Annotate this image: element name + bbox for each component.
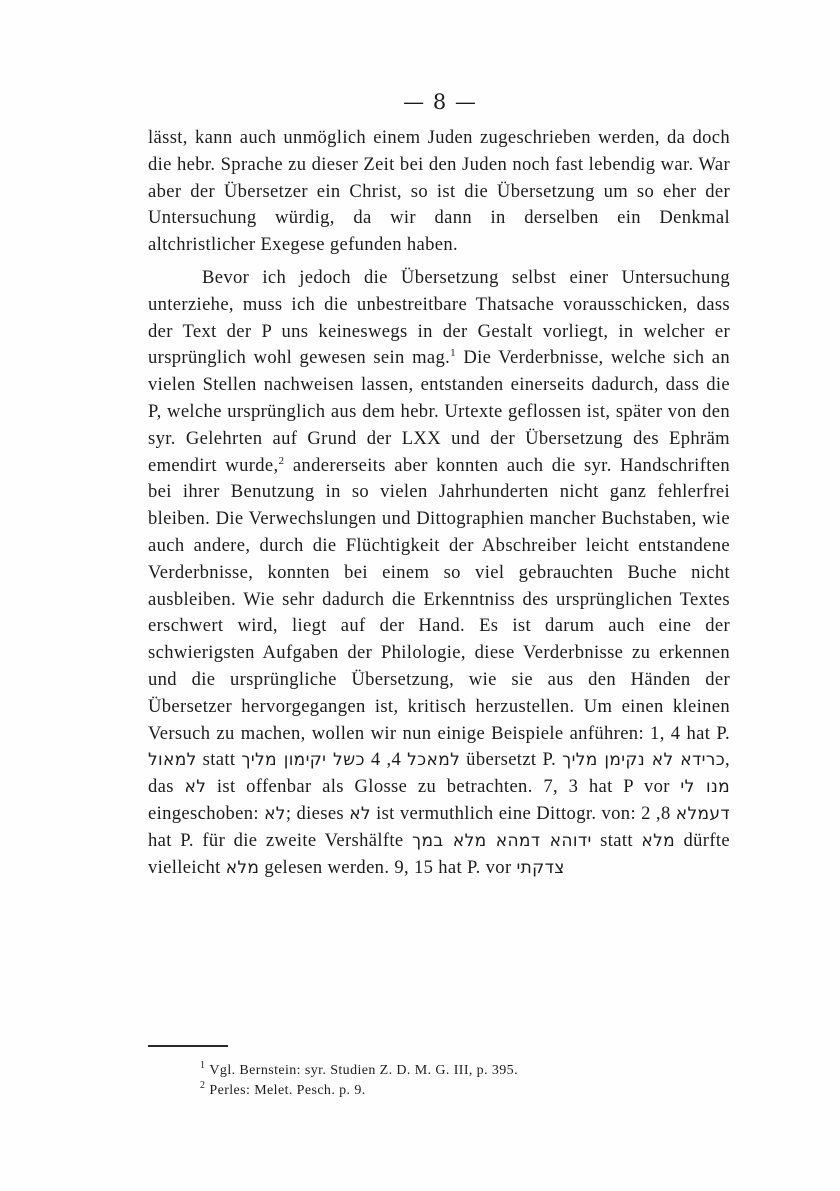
text-segment: 4, 4 [370, 749, 402, 771]
hebrew-word: צדקתי [516, 857, 565, 878]
hebrew-word: למאכל [407, 750, 461, 771]
text-segment: statt [600, 829, 633, 851]
paragraph-2 [148, 265, 730, 881]
text-segment: ; dieses [285, 802, 345, 824]
body-text [148, 125, 730, 881]
paragraph-1: lässt, kann auch unmöglich einem Juden zugeschrieben werden, da doch die hebr. Sprache zu dieser Zeit bei den Juden noch fast lebendig war. War aber der Übersetzer ein Christ, so ist die Übersetzung um so eher der Untersuchung würdig, da wir dann in derselben ein Denkmal altchristlicher Exegese gefunden haben. [148, 127, 730, 256]
footnotes [200, 1061, 730, 1101]
hebrew-word: לא [264, 803, 286, 824]
footnote-text: Vgl. Bernstein: syr. Studien Z. D. M. G. III, p. 395. [209, 1063, 518, 1078]
footnote-text: Perles: Melet. Pesch. p. 9. [209, 1083, 366, 1098]
footnote-1 [200, 1061, 730, 1081]
hebrew-word: דעמלא [675, 803, 730, 824]
text-segment: andererseits aber konnten auch die syr. Handschriften bei ihrer Benutzung in so vielen Jahrhunderten nicht ganz fehlerfrei bleiben. Die Verwechslungen und Dittographien mancher Buchstaben, wie auch andere, durch die Flüchtigkeit der Abschreiber leicht entstandene Verderbnisse, konnten bei einem so viel gebrauchten Buche nicht ausbleiben. Wie sehr dadurch die Erkenntniss des ursprünglichen Textes erschwert wird, liegt auf der Hand. Es ist darum auch eine der schwierigsten Aufgaben der Philologie, diese Verderbnisse zu erkennen und die ursprüngliche Übersetzung, wie sie aus den Händen der Übersetzer hervorgegangen ist, kritisch herzustellen. Um einen kleinen Versuch zu machen, wollen wir nun einige Beispiele anführen: 1, 4 hat P. [148, 454, 730, 744]
text-segment: ist vermuthlich eine Dittogr. von: [376, 802, 636, 824]
footnote-ref-1: 1 [450, 347, 456, 360]
text-segment: übersetzt P. [466, 749, 557, 771]
text-segment: Bevor ich jedoch die Übersetzung selbst einer Untersuchung unterziehe, muss ich die unbestreitbare Thatsache vorausschicken, dass der Text der P uns keineswegs in der Gestalt vorliegt, in welcher er ursprünglich wohl gewesen sein mag. [148, 266, 730, 369]
text-segment: , das [148, 749, 731, 798]
footnote-divider [148, 1045, 228, 1047]
hebrew-word: למאול [148, 750, 197, 771]
hebrew-phrase: כרידא לא נקימן מליך [562, 750, 726, 771]
hebrew-word: מלא [225, 857, 260, 878]
hebrew-phrase: ידוהא דמהא מלא במך [412, 830, 592, 851]
hebrew-word: מלא [641, 830, 675, 851]
page-number: — 8 — [403, 90, 477, 114]
text-segment: gelesen werden. 9, 15 hat P. vor [264, 856, 512, 878]
hebrew-phrase: כשל יקימון מליך [241, 750, 365, 771]
hebrew-word: מנו לי [680, 777, 731, 798]
text-segment: ist offenbar als Glosse zu betrachten. 7, 3 hat P vor [216, 776, 670, 798]
footnote-mark: 1 [200, 1060, 206, 1072]
text-segment: Die Verderbnisse, welche sich an vielen Stellen nachweisen lassen, entstanden einerseits dadurch, dass die P, welche ursprünglich aus dem hebr. Urtexte geflossen ist, später von den syr. Gelehrten auf Grund der LXX und der Übersetzung des Ephräm emendirt wurde, [148, 347, 731, 476]
text-segment: dürfte vielleicht [148, 829, 730, 878]
hebrew-word: לא [184, 777, 207, 798]
footnote-mark: 2 [200, 1080, 206, 1092]
text-segment: statt [202, 749, 236, 771]
footnote-ref-2: 2 [278, 454, 285, 467]
text-segment: eingeschoben: [148, 802, 259, 824]
footnote-2 [200, 1081, 730, 1101]
text-segment: 8, 2 hat P. für die zweite Vershälfte [148, 802, 671, 851]
hebrew-word: לא [349, 803, 371, 824]
